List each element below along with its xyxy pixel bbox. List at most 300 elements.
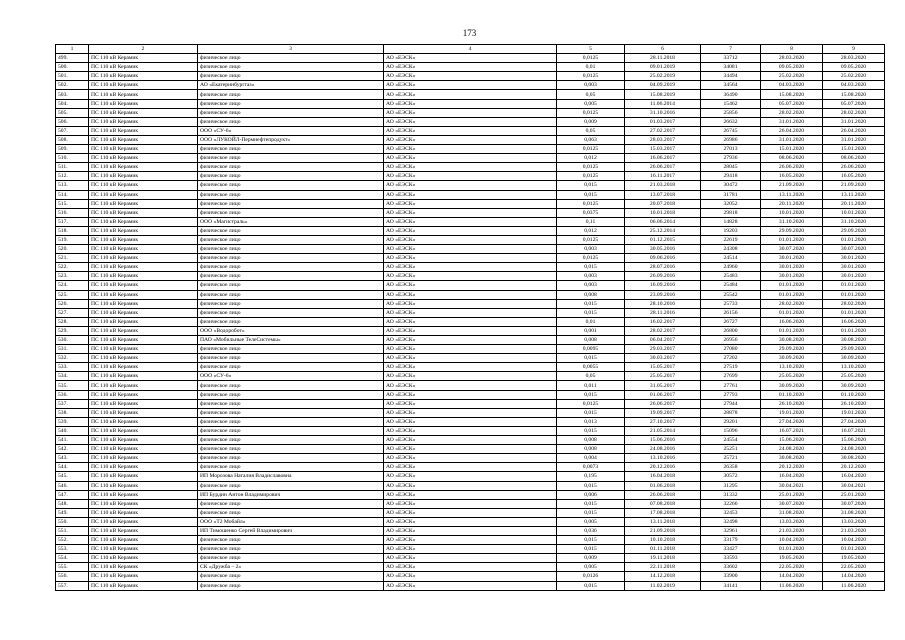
cell-col-4: АО «ЕЭСК» xyxy=(384,308,557,317)
cell-col-5: 0,004 xyxy=(557,454,625,463)
cell-col-9: 09.05.2020 xyxy=(823,63,885,72)
cell-col-6: 26.06.2017 xyxy=(625,399,701,408)
cell-col-9: 30.08.2020 xyxy=(823,454,885,463)
cell-col-9: 11.06.2020 xyxy=(823,581,885,590)
cell-col-9: 30.04.2021 xyxy=(823,481,885,490)
table-body xyxy=(56,54,885,591)
header-col-2: 2 xyxy=(89,45,198,54)
cell-col-6: 14.12.2018 xyxy=(625,572,701,581)
cell-col-1: 555. xyxy=(56,563,89,572)
table-row xyxy=(56,508,885,517)
cell-col-4: АО «ЕЭСК» xyxy=(384,408,557,417)
cell-col-5: 0,0055 xyxy=(557,363,625,372)
cell-col-8: 10.04.2020 xyxy=(761,536,823,545)
cell-col-2: ПС 110 кВ Керамик xyxy=(89,108,198,117)
cell-col-2: ПС 110 кВ Керамик xyxy=(89,399,198,408)
cell-col-2: ПС 110 кВ Керамик xyxy=(89,290,198,299)
cell-col-5: 0,05 xyxy=(557,90,625,99)
cell-col-1: 536. xyxy=(56,390,89,399)
cell-col-4: АО «ЕЭСК» xyxy=(384,145,557,154)
cell-col-1: 506. xyxy=(56,117,89,126)
table-header-row xyxy=(56,45,885,54)
cell-col-7: 26358 xyxy=(701,463,761,472)
cell-col-7: 27793 xyxy=(701,390,761,399)
cell-col-6: 31.05.2017 xyxy=(625,381,701,390)
cell-col-7: 24960 xyxy=(701,263,761,272)
cell-col-6: 20.07.2018 xyxy=(625,199,701,208)
cell-col-5: 0,0375 xyxy=(557,208,625,217)
cell-col-2: ПС 110 кВ Керамик xyxy=(89,408,198,417)
cell-col-4: АО «ЕЭСК» xyxy=(384,381,557,390)
cell-col-1: 509. xyxy=(56,145,89,154)
cell-col-6: 10.01.2018 xyxy=(625,208,701,217)
cell-col-3: физическое лицо xyxy=(198,163,384,172)
cell-col-2: ПС 110 кВ Керамик xyxy=(89,363,198,372)
cell-col-8: 31.10.2020 xyxy=(761,217,823,226)
cell-col-7: 26632 xyxy=(701,117,761,126)
table-row xyxy=(56,181,885,190)
cell-col-3: физическое лицо xyxy=(198,235,384,244)
cell-col-1: 538. xyxy=(56,408,89,417)
cell-col-8: 21.09.2020 xyxy=(761,181,823,190)
table-row xyxy=(56,290,885,299)
cell-col-7: 25542 xyxy=(701,290,761,299)
table-row xyxy=(56,372,885,381)
cell-col-7: 31295 xyxy=(701,481,761,490)
cell-col-2: ПС 110 кВ Керамик xyxy=(89,317,198,326)
table-row xyxy=(56,436,885,445)
cell-col-5: 0,005 xyxy=(557,563,625,572)
cell-col-3: физическое лицо xyxy=(198,154,384,163)
cell-col-3: физическое лицо xyxy=(198,381,384,390)
cell-col-4: АО «ЕЭСК» xyxy=(384,317,557,326)
cell-col-2: ПС 110 кВ Керамик xyxy=(89,490,198,499)
cell-col-7: 27202 xyxy=(701,354,761,363)
cell-col-6: 28.07.2016 xyxy=(625,263,701,272)
cell-col-5: 0,008 xyxy=(557,336,625,345)
cell-col-9: 28.02.2020 xyxy=(823,299,885,308)
cell-col-1: 548. xyxy=(56,499,89,508)
cell-col-1: 501. xyxy=(56,72,89,81)
cell-col-8: 29.09.2020 xyxy=(761,226,823,235)
cell-col-5: 0,008 xyxy=(557,445,625,454)
header-col-8: 8 xyxy=(761,45,823,54)
cell-col-8: 11.06.2020 xyxy=(761,581,823,590)
cell-col-4: АО «ЕЭСК» xyxy=(384,190,557,199)
cell-col-6: 29.03.2017 xyxy=(625,345,701,354)
table-row xyxy=(56,108,885,117)
cell-col-9: 31.08.2020 xyxy=(823,508,885,517)
cell-col-7: 36490 xyxy=(701,90,761,99)
cell-col-3: физическое лицо xyxy=(198,399,384,408)
cell-col-5: 0,001 xyxy=(557,326,625,335)
cell-col-7: 33427 xyxy=(701,545,761,554)
cell-col-2: ПС 110 кВ Керамик xyxy=(89,145,198,154)
cell-col-8: 25.05.2020 xyxy=(761,372,823,381)
table-row xyxy=(56,72,885,81)
cell-col-7: 29201 xyxy=(701,417,761,426)
cell-col-4: АО «ЕЭСК» xyxy=(384,199,557,208)
cell-col-7: 30572 xyxy=(701,472,761,481)
cell-col-7: 28878 xyxy=(701,408,761,417)
cell-col-7: 32961 xyxy=(701,526,761,535)
cell-col-1: 514. xyxy=(56,190,89,199)
cell-col-6: 13.07.2018 xyxy=(625,190,701,199)
cell-col-4: АО «ЕЭСК» xyxy=(384,508,557,517)
cell-col-5: 0,0125 xyxy=(557,108,625,117)
cell-col-8: 20.11.2020 xyxy=(761,199,823,208)
cell-col-2: ПС 110 кВ Керамик xyxy=(89,90,198,99)
cell-col-4: АО «ЕЭСК» xyxy=(384,208,557,217)
cell-col-1: 539. xyxy=(56,417,89,426)
cell-col-3: ООО «СУ-6» xyxy=(198,372,384,381)
cell-col-3: физическое лицо xyxy=(198,417,384,426)
cell-col-2: ПС 110 кВ Керамик xyxy=(89,254,198,263)
cell-col-8: 30.01.2020 xyxy=(761,263,823,272)
cell-col-9: 15.08.2020 xyxy=(823,90,885,99)
cell-col-3: физическое лицо xyxy=(198,108,384,117)
cell-col-8: 22.05.2020 xyxy=(761,563,823,572)
cell-col-7: 25856 xyxy=(701,108,761,117)
cell-col-8: 30.04.2021 xyxy=(761,481,823,490)
cell-col-5: 0,009 xyxy=(557,554,625,563)
cell-col-8: 20.12.2020 xyxy=(761,463,823,472)
cell-col-4: АО «ЕЭСК» xyxy=(384,63,557,72)
cell-col-2: ПС 110 кВ Керамик xyxy=(89,472,198,481)
cell-col-5: 0,01 xyxy=(557,317,625,326)
cell-col-7: 33602 xyxy=(701,563,761,572)
cell-col-1: 524. xyxy=(56,281,89,290)
cell-col-4: АО «ЕЭСК» xyxy=(384,254,557,263)
cell-col-6: 15.05.2017 xyxy=(625,363,701,372)
cell-col-2: ПС 110 кВ Керамик xyxy=(89,372,198,381)
table-row xyxy=(56,99,885,108)
cell-col-8: 01.01.2020 xyxy=(761,290,823,299)
cell-col-7: 27944 xyxy=(701,399,761,408)
cell-col-9: 19.01.2020 xyxy=(823,408,885,417)
cell-col-4: АО «ЕЭСК» xyxy=(384,581,557,590)
cell-col-2: ПС 110 кВ Керамик xyxy=(89,454,198,463)
cell-col-2: ПС 110 кВ Керамик xyxy=(89,563,198,572)
cell-col-3: СК «Дружба – 2» xyxy=(198,563,384,572)
cell-col-2: ПС 110 кВ Керамик xyxy=(89,463,198,472)
cell-col-6: 19.11.2018 xyxy=(625,554,701,563)
cell-col-7: 34141 xyxy=(701,581,761,590)
cell-col-9: 14.04.2020 xyxy=(823,572,885,581)
cell-col-3: ООО «СУ-6» xyxy=(198,126,384,135)
cell-col-9: 28.03.2020 xyxy=(823,54,885,63)
cell-col-4: АО «ЕЭСК» xyxy=(384,126,557,135)
cell-col-2: ПС 110 кВ Керамик xyxy=(89,508,198,517)
cell-col-1: 535. xyxy=(56,381,89,390)
cell-col-5: 0,006 xyxy=(557,490,625,499)
cell-col-1: 527. xyxy=(56,308,89,317)
cell-col-8: 16.07.2021 xyxy=(761,426,823,435)
cell-col-2: ПС 110 кВ Керамик xyxy=(89,117,198,126)
cell-col-1: 505. xyxy=(56,108,89,117)
cell-col-8: 28.02.2020 xyxy=(761,108,823,117)
cell-col-7: 33900 xyxy=(701,572,761,581)
cell-col-8: 28.03.2020 xyxy=(761,54,823,63)
table-row xyxy=(56,454,885,463)
cell-col-2: ПС 110 кВ Керамик xyxy=(89,499,198,508)
cell-col-3: физическое лицо xyxy=(198,199,384,208)
cell-col-1: 499. xyxy=(56,54,89,63)
cell-col-8: 15.08.2020 xyxy=(761,90,823,99)
cell-col-1: 534. xyxy=(56,372,89,381)
table-row xyxy=(56,254,885,263)
cell-col-2: ПС 110 кВ Керамик xyxy=(89,126,198,135)
cell-col-8: 21.03.2020 xyxy=(761,526,823,535)
cell-col-2: ПС 110 кВ Керамик xyxy=(89,517,198,526)
cell-col-8: 30.01.2020 xyxy=(761,272,823,281)
cell-col-4: АО «ЕЭСК» xyxy=(384,390,557,399)
header-col-5: 5 xyxy=(557,45,625,54)
cell-col-3: ИП Бурдин Антон Владимирович xyxy=(198,490,384,499)
cell-col-2: ПС 110 кВ Керамик xyxy=(89,554,198,563)
cell-col-2: ПС 110 кВ Керамик xyxy=(89,72,198,81)
cell-col-7: 25484 xyxy=(701,281,761,290)
cell-col-8: 30.09.2020 xyxy=(761,354,823,363)
cell-col-3: физическое лицо xyxy=(198,345,384,354)
cell-col-9: 31.10.2020 xyxy=(823,217,885,226)
cell-col-5: 0,05 xyxy=(557,372,625,381)
table-row xyxy=(56,326,885,335)
cell-col-3: физическое лицо xyxy=(198,508,384,517)
cell-col-8: 30.08.2020 xyxy=(761,454,823,463)
cell-col-3: ООО «Водоробот» xyxy=(198,326,384,335)
cell-col-2: ПС 110 кВ Керамик xyxy=(89,135,198,144)
cell-col-5: 0,0125 xyxy=(557,199,625,208)
cell-col-9: 26.04.2020 xyxy=(823,126,885,135)
cell-col-5: 0,0125 xyxy=(557,172,625,181)
cell-col-1: 541. xyxy=(56,436,89,445)
cell-col-3: физическое лицо xyxy=(198,254,384,263)
cell-col-1: 504. xyxy=(56,99,89,108)
cell-col-4: АО «ЕЭСК» xyxy=(384,354,557,363)
cell-col-2: ПС 110 кВ Керамик xyxy=(89,299,198,308)
table-row xyxy=(56,81,885,90)
cell-col-6: 21.03.2018 xyxy=(625,181,701,190)
cell-col-4: АО «ЕЭСК» xyxy=(384,436,557,445)
cell-col-9: 19.05.2020 xyxy=(823,554,885,563)
cell-col-9: 16.06.2020 xyxy=(823,317,885,326)
cell-col-6: 24.08.2016 xyxy=(625,445,701,454)
cell-col-4: АО «ЕЭСК» xyxy=(384,245,557,254)
cell-col-9: 26.10.2020 xyxy=(823,399,885,408)
cell-col-2: ПС 110 кВ Керамик xyxy=(89,281,198,290)
cell-col-3: физическое лицо xyxy=(198,390,384,399)
cell-col-4: АО «ЕЭСК» xyxy=(384,272,557,281)
cell-col-8: 15.06.2020 xyxy=(761,436,823,445)
cell-col-4: АО «ЕЭСК» xyxy=(384,517,557,526)
cell-col-6: 06.06.2014 xyxy=(625,217,701,226)
cell-col-4: АО «ЕЭСК» xyxy=(384,536,557,545)
cell-col-5: 0,0125 xyxy=(557,163,625,172)
cell-col-3: физическое лицо xyxy=(198,317,384,326)
cell-col-8: 30.08.2020 xyxy=(761,336,823,345)
cell-col-2: ПС 110 кВ Керамик xyxy=(89,154,198,163)
cell-col-1: 526. xyxy=(56,299,89,308)
cell-col-1: 518. xyxy=(56,226,89,235)
cell-col-9: 30.07.2020 xyxy=(823,245,885,254)
cell-col-5: 0,015 xyxy=(557,499,625,508)
cell-col-4: АО «ЕЭСК» xyxy=(384,526,557,535)
cell-col-9: 30.01.2020 xyxy=(823,272,885,281)
cell-col-1: 508. xyxy=(56,135,89,144)
cell-col-2: ПС 110 кВ Керамик xyxy=(89,226,198,235)
cell-col-9: 29.09.2020 xyxy=(823,345,885,354)
cell-col-2: ПС 110 кВ Керамик xyxy=(89,426,198,435)
cell-col-3: физическое лицо xyxy=(198,554,384,563)
cell-col-9: 05.07.2020 xyxy=(823,99,885,108)
cell-col-1: 520. xyxy=(56,245,89,254)
cell-col-1: 513. xyxy=(56,181,89,190)
cell-col-4: АО «ЕЭСК» xyxy=(384,472,557,481)
cell-col-2: ПС 110 кВ Керамик xyxy=(89,81,198,90)
cell-col-9: 16.07.2021 xyxy=(823,426,885,435)
cell-col-4: АО «ЕЭСК» xyxy=(384,336,557,345)
table-row xyxy=(56,126,885,135)
cell-col-9: 22.05.2020 xyxy=(823,563,885,572)
table-row xyxy=(56,581,885,590)
cell-col-4: АО «ЕЭСК» xyxy=(384,426,557,435)
cell-col-4: АО «ЕЭСК» xyxy=(384,345,557,354)
cell-col-2: ПС 110 кВ Керамик xyxy=(89,181,198,190)
cell-col-5: 0,0125 xyxy=(557,54,625,63)
cell-col-3: физическое лицо xyxy=(198,354,384,363)
cell-col-8: 27.04.2020 xyxy=(761,417,823,426)
table-row xyxy=(56,354,885,363)
cell-col-8: 10.01.2020 xyxy=(761,208,823,217)
cell-col-4: АО «ЕЭСК» xyxy=(384,572,557,581)
cell-col-4: АО «ЕЭСК» xyxy=(384,81,557,90)
cell-col-5: 0,0125 xyxy=(557,254,625,263)
cell-col-8: 28.02.2020 xyxy=(761,299,823,308)
table-row xyxy=(56,117,885,126)
cell-col-9: 01.10.2020 xyxy=(823,390,885,399)
cell-col-9: 15.01.2020 xyxy=(823,145,885,154)
cell-col-1: 516. xyxy=(56,208,89,217)
cell-col-2: ПС 110 кВ Керамик xyxy=(89,581,198,590)
cell-col-1: 550. xyxy=(56,517,89,526)
cell-col-6: 16.04.2018 xyxy=(625,472,701,481)
cell-col-4: АО «ЕЭСК» xyxy=(384,563,557,572)
cell-col-6: 16.02.2017 xyxy=(625,317,701,326)
table-row xyxy=(56,499,885,508)
cell-col-9: 31.01.2020 xyxy=(823,117,885,126)
cell-col-9: 04.03.2020 xyxy=(823,81,885,90)
cell-col-1: 544. xyxy=(56,463,89,472)
cell-col-4: АО «ЕЭСК» xyxy=(384,181,557,190)
table-row xyxy=(56,145,885,154)
cell-col-6: 11.06.2014 xyxy=(625,99,701,108)
cell-col-4: АО «ЕЭСК» xyxy=(384,226,557,235)
cell-col-7: 25733 xyxy=(701,299,761,308)
table-row xyxy=(56,345,885,354)
cell-col-8: 30.09.2020 xyxy=(761,381,823,390)
table-row xyxy=(56,190,885,199)
cell-col-5: 0,015 xyxy=(557,354,625,363)
cell-col-3: физическое лицо xyxy=(198,90,384,99)
cell-col-6: 23.09.2016 xyxy=(625,290,701,299)
cell-col-6: 26.09.2016 xyxy=(625,272,701,281)
cell-col-4: АО «ЕЭСК» xyxy=(384,72,557,81)
cell-col-9: 30.08.2020 xyxy=(823,336,885,345)
cell-col-1: 519. xyxy=(56,235,89,244)
register-table xyxy=(55,44,885,591)
cell-col-5: 0,003 xyxy=(557,281,625,290)
cell-col-9: 28.02.2020 xyxy=(823,108,885,117)
cell-col-7: 24514 xyxy=(701,254,761,263)
table-row xyxy=(56,545,885,554)
cell-col-6: 16.09.2016 xyxy=(625,281,701,290)
cell-col-4: АО «ЕЭСК» xyxy=(384,299,557,308)
cell-col-8: 13.10.2020 xyxy=(761,363,823,372)
table-row xyxy=(56,399,885,408)
cell-col-3: физическое лицо xyxy=(198,290,384,299)
cell-col-6: 25.12.2014 xyxy=(625,226,701,235)
header-col-9: 9 xyxy=(823,45,885,54)
cell-col-5: 0,015 xyxy=(557,408,625,417)
cell-col-1: 540. xyxy=(56,426,89,435)
cell-col-8: 01.01.2020 xyxy=(761,326,823,335)
cell-col-3: ООО «Магистраль» xyxy=(198,217,384,226)
table-row xyxy=(56,563,885,572)
cell-col-6: 26.06.2018 xyxy=(625,490,701,499)
table-row xyxy=(56,172,885,181)
cell-col-5: 0,005 xyxy=(557,99,625,108)
table-row xyxy=(56,235,885,244)
cell-col-8: 08.06.2020 xyxy=(761,154,823,163)
cell-col-6: 28.03.2017 xyxy=(625,135,701,144)
cell-col-1: 529. xyxy=(56,326,89,335)
cell-col-5: 0,0073 xyxy=(557,463,625,472)
cell-col-3: физическое лицо xyxy=(198,572,384,581)
cell-col-5: 0,0125 xyxy=(557,145,625,154)
cell-col-5: 0,015 xyxy=(557,308,625,317)
table-row xyxy=(56,199,885,208)
cell-col-1: 510. xyxy=(56,154,89,163)
cell-col-5: 0,013 xyxy=(557,417,625,426)
cell-col-1: 511. xyxy=(56,163,89,172)
cell-col-6: 04.09.2019 xyxy=(625,81,701,90)
cell-col-7: 33593 xyxy=(701,554,761,563)
cell-col-8: 31.01.2020 xyxy=(761,135,823,144)
table-row xyxy=(56,481,885,490)
table-row xyxy=(56,217,885,226)
cell-col-5: 0,195 xyxy=(557,472,625,481)
cell-col-9: 30.01.2020 xyxy=(823,263,885,272)
cell-col-3: физическое лицо xyxy=(198,363,384,372)
cell-col-4: АО «ЕЭСК» xyxy=(384,54,557,63)
header-col-1: 1 xyxy=(56,45,89,54)
cell-col-4: АО «ЕЭСК» xyxy=(384,154,557,163)
cell-col-3: физическое лицо xyxy=(198,499,384,508)
cell-col-8: 01.01.2020 xyxy=(761,545,823,554)
cell-col-3: физическое лицо xyxy=(198,536,384,545)
cell-col-1: 552. xyxy=(56,536,89,545)
cell-col-7: 34081 xyxy=(701,63,761,72)
cell-col-6: 20.12.2016 xyxy=(625,463,701,472)
cell-col-8: 30.01.2020 xyxy=(761,254,823,263)
cell-col-2: ПС 110 кВ Керамик xyxy=(89,54,198,63)
cell-col-3: физическое лицо xyxy=(198,245,384,254)
cell-col-5: 0,015 xyxy=(557,299,625,308)
cell-col-4: АО «ЕЭСК» xyxy=(384,417,557,426)
cell-col-1: 525. xyxy=(56,290,89,299)
cell-col-1: 530. xyxy=(56,336,89,345)
